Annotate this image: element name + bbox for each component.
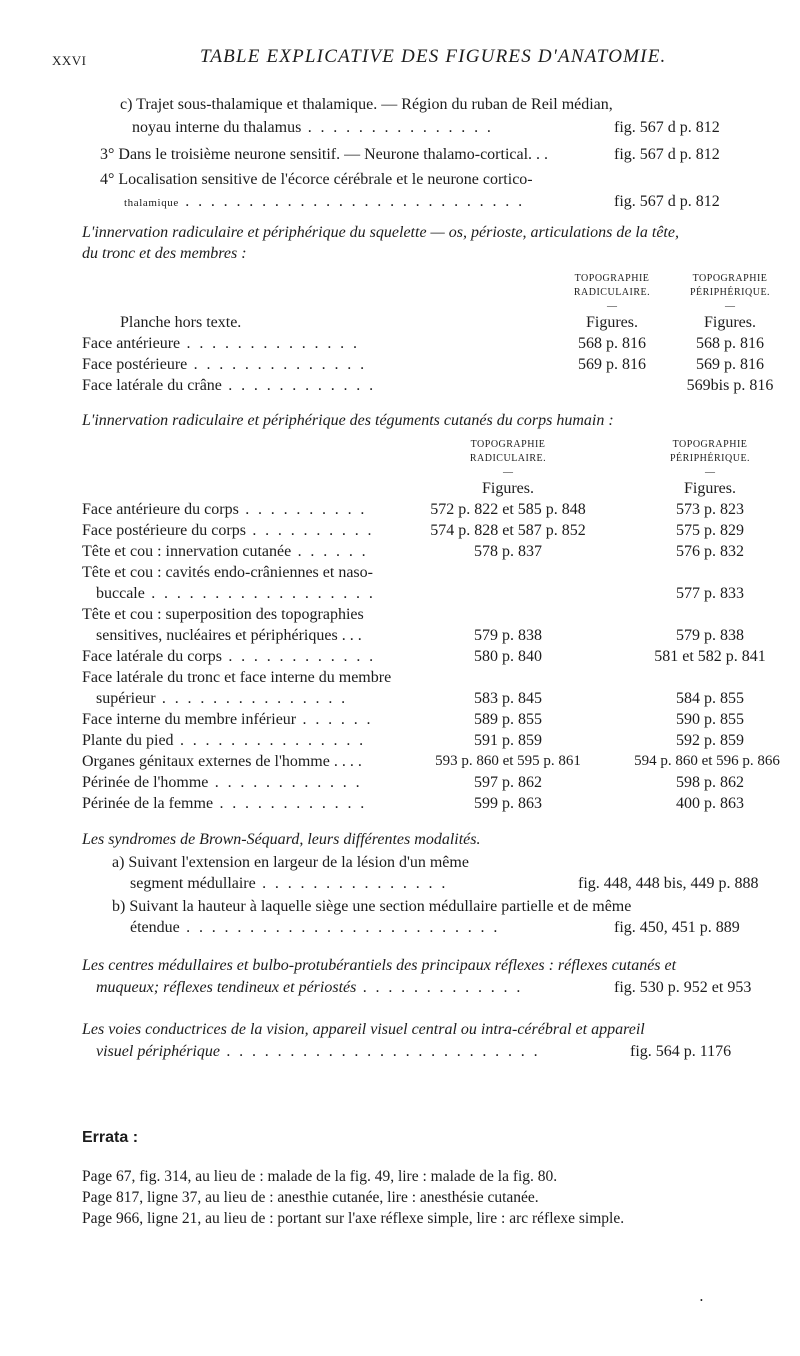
leader-dots: . . . . . . [291, 543, 369, 560]
leader-dots: . . . . . . [296, 711, 373, 728]
section5-line2 [96, 1041, 540, 1062]
table-row [82, 375, 376, 396]
page-title: TABLE EXPLICATIVE DES FIGURES D'ANATOMIE. [200, 46, 667, 67]
row-label: Face latérale du corps [82, 648, 222, 665]
row-label: sensitives, nucléaires et périphériques . . . [96, 627, 362, 644]
row-per: 598 p. 862 [676, 774, 744, 791]
table-row [82, 793, 367, 814]
row-rad: 574 p. 828 et 587 p. 852 [430, 522, 586, 539]
section3-a-line2-text: segment médullaire [130, 875, 256, 892]
row-label: Face postérieure [82, 356, 188, 373]
table-row [82, 709, 373, 730]
item-4-line2 [124, 191, 524, 214]
row-per: 573 p. 823 [676, 501, 744, 518]
table-row [82, 499, 367, 520]
item-3-ref: fig. 567 d p. 812 [614, 146, 720, 163]
col-head-line: TOPOGRAPHIE [692, 273, 768, 284]
section3-heading: Les syndromes de Brown-Séquard, leurs différentes modalités. [82, 831, 481, 848]
table-row [96, 625, 362, 646]
row-rad: 568 p. 816 [578, 335, 646, 352]
dash: — [607, 301, 617, 312]
leader-dots: . . . . . . . . . . . . . . [187, 356, 367, 373]
row-label: Organes génitaux externes de l'homme . . . . [82, 753, 362, 770]
errata-item: Page 67, fig. 314, au lieu de : malade de la fig. 49, lire : malade de la fig. 80. [82, 1168, 558, 1185]
item-3: 3° Dans le troisième neurone sensitif. — Neurone thalamo-cortical. . . [100, 146, 549, 163]
dash: — [503, 467, 513, 478]
table-row [82, 333, 359, 354]
row-label: Face antérieure [82, 335, 181, 352]
section3-a-line2 [130, 873, 448, 894]
row-rad: 593 p. 860 et 595 p. 861 [435, 753, 581, 769]
row-rad: 583 p. 845 [474, 690, 542, 707]
row-label: Périnée de la femme [82, 795, 214, 812]
errata-item: Page 966, ligne 21, au lieu de : portant sur l'axe réflexe simple, lire : arc réflexe simple. [82, 1210, 625, 1227]
section1-heading-line1: L'innervation radiculaire et périphérique du squelette — os, périoste, articulations de la tête, [82, 224, 679, 241]
dash: — [725, 301, 735, 312]
section1-heading-line2: du tronc et des membres : [82, 245, 247, 262]
row-label: Périnée de l'homme [82, 774, 209, 791]
row-rad: 589 p. 855 [474, 711, 542, 728]
row-per: 568 p. 816 [696, 335, 764, 352]
item-c-line1: c) Trajet sous-thalamique et thalamique. — Région du ruban de Reil médian, [120, 96, 613, 113]
section4-line2 [96, 977, 523, 998]
leader-dots: . . . . . . . . . . . . [221, 377, 376, 394]
section4-line1: Les centres médullaires et bulbo-protubérantiels des principaux réflexes : réflexes cutanés et [82, 957, 677, 974]
leader-dots: . . . . . . . . . . . . . . . [173, 732, 366, 749]
table-row [82, 730, 366, 751]
section3-b-line2-text: étendue [130, 919, 180, 936]
row-label: Face interne du membre inférieur [82, 711, 297, 728]
page-number: XXVI [52, 53, 87, 68]
row-per: 584 p. 855 [676, 690, 744, 707]
row-label: supérieur [96, 690, 156, 707]
figures-label: Figures. [684, 480, 736, 497]
item-4-text: 4° Localisation sensitive de l'écorce cérébrale et le neurone cortico- [100, 171, 533, 188]
section3-b-ref: fig. 450, 451 p. 889 [614, 919, 740, 936]
row-label: Face antérieure du corps [82, 501, 239, 518]
section5-ref: fig. 564 p. 1176 [630, 1043, 732, 1060]
row-per: 576 p. 832 [676, 543, 744, 560]
running-header [52, 46, 742, 70]
row-per: 579 p. 838 [676, 627, 744, 644]
leader-dots: . . . . . . . . . . . . [208, 774, 363, 791]
table-row [96, 583, 375, 604]
item-4-line1 [100, 169, 533, 190]
col-head-line: RADICULAIRE. [573, 287, 651, 298]
table-row-label-line1: Tête et cou : cavités endo-crâniennes et naso- [82, 564, 373, 581]
leader-dots: . . . . . . . . . . [245, 522, 374, 539]
section3-a-ref: fig. 448, 448 bis, 449 p. 888 [578, 875, 759, 892]
leader-dots: . . . . . . . . . . . . [213, 795, 367, 812]
row-label: Face postérieure du corps [82, 522, 246, 539]
col-head-line: RADICULAIRE. [469, 453, 547, 464]
row-rad: 569 p. 816 [578, 356, 646, 373]
row-per: 400 p. 863 [676, 795, 744, 812]
row-per: 581 et 582 p. 841 [654, 648, 766, 665]
leader-dots: . . . . . . . . . . . . . . . . . . [144, 585, 376, 602]
row-label: Face latérale du crâne [82, 377, 222, 394]
row-label: Tête et cou : innervation cutanée [82, 543, 292, 560]
col-head-line: TOPOGRAPHIE [470, 439, 546, 450]
table-row-label-line1: Tête et cou : superposition des topographies [82, 606, 364, 623]
item-c-line2-text: noyau interne du thalamus [132, 119, 302, 136]
leader-dots: . . . . . . . . . . . . . . . . . . . . . . . . . [219, 1043, 540, 1060]
row-rad: 597 p. 862 [474, 774, 542, 791]
table-row [82, 751, 362, 772]
leader-dots: . . . . . . . . . . . . . [356, 979, 523, 996]
section1-col-peripherique [660, 272, 800, 300]
row-rad: 599 p. 863 [474, 795, 542, 812]
row-rad: 578 p. 837 [474, 543, 542, 560]
section3-b-line2 [130, 917, 500, 938]
planche-label: Planche hors texte. [120, 314, 242, 331]
row-label: Plante du pied [82, 732, 174, 749]
row-per: 592 p. 859 [676, 732, 744, 749]
leader-dots: . . . . . . . . . . . . . . . . . . . . . . . . . [179, 919, 500, 936]
row-per: 577 p. 833 [676, 585, 744, 602]
section3-a-line1: a) Suivant l'extension en largeur de la lésion d'un même [112, 854, 469, 871]
item-4-line2-text: thalamique [124, 197, 179, 209]
item-4-ref: fig. 567 d p. 812 [614, 193, 720, 210]
table-row [96, 688, 348, 709]
leader-dots: . . . . . . . . . . . . . . . [255, 875, 448, 892]
figures-label: Figures. [586, 314, 638, 331]
row-per: 590 p. 855 [676, 711, 744, 728]
leader-dots: . . . . . . . . . . . . . . . . . . . . . . . . . . . [178, 193, 525, 210]
leader-dots: . . . . . . . . . . . . . . . [301, 119, 494, 136]
col-head-line: TOPOGRAPHIE [574, 273, 650, 284]
row-rad: 591 p. 859 [474, 732, 542, 749]
errata-item: Page 817, ligne 37, au lieu de : anesthie cutanée, lire : anesthésie cutanée. [82, 1189, 539, 1206]
print-speck: • [700, 1296, 703, 1305]
section3-b-line1: b) Suivant la hauteur à laquelle siège une section médullaire partielle et de même [112, 898, 632, 915]
row-per: 569 p. 816 [696, 356, 764, 373]
table-row [82, 354, 366, 375]
section5-line2-text: visuel périphérique [96, 1043, 220, 1060]
table-row [82, 520, 374, 541]
row-per: 594 p. 860 et 596 p. 866 [634, 753, 780, 769]
row-label: buccale [96, 585, 145, 602]
section2-heading: L'innervation radiculaire et périphérique des téguments cutanés du corps humain : [82, 412, 614, 429]
table-row [82, 772, 362, 793]
row-rad: 580 p. 840 [474, 648, 542, 665]
leader-dots: . . . . . . . . . . . . . . [180, 335, 360, 352]
section2-col-peripherique [620, 438, 800, 466]
figures-label: Figures. [704, 314, 756, 331]
table-row [82, 541, 368, 562]
errata-title: Errata : [82, 1129, 139, 1146]
section2-col-radiculaire [408, 438, 608, 466]
col-head-line: TOPOGRAPHIE [672, 439, 748, 450]
section5-line1: Les voies conductrices de la vision, appareil visuel central ou intra-cérébral et appareil [82, 1021, 645, 1038]
item-c-ref: fig. 567 d p. 812 [614, 119, 720, 136]
section4-ref: fig. 530 p. 952 et 953 [614, 979, 752, 996]
section4-line2-text: muqueux; réflexes tendineux et périostés [96, 979, 357, 996]
table-row-label-line1: Face latérale du tronc et face interne du membre [82, 669, 392, 686]
row-rad: 572 p. 822 et 585 p. 848 [430, 501, 586, 518]
row-per: 569bis p. 816 [686, 377, 774, 394]
row-rad: 579 p. 838 [474, 627, 542, 644]
section1-col-radiculaire [552, 272, 672, 300]
leader-dots: . . . . . . . . . . . . . . . [155, 690, 348, 707]
leader-dots: . . . . . . . . . . [238, 501, 367, 518]
col-head-line: PÉRIPHÉRIQUE. [669, 453, 751, 464]
dash: — [705, 467, 715, 478]
col-head-line: PÉRIPHÉRIQUE. [689, 287, 771, 298]
row-per: 575 p. 829 [676, 522, 744, 539]
figures-label: Figures. [482, 480, 534, 497]
leader-dots: . . . . . . . . . . . . [221, 648, 376, 665]
item-c-line2 [132, 117, 493, 138]
table-row [82, 646, 376, 667]
